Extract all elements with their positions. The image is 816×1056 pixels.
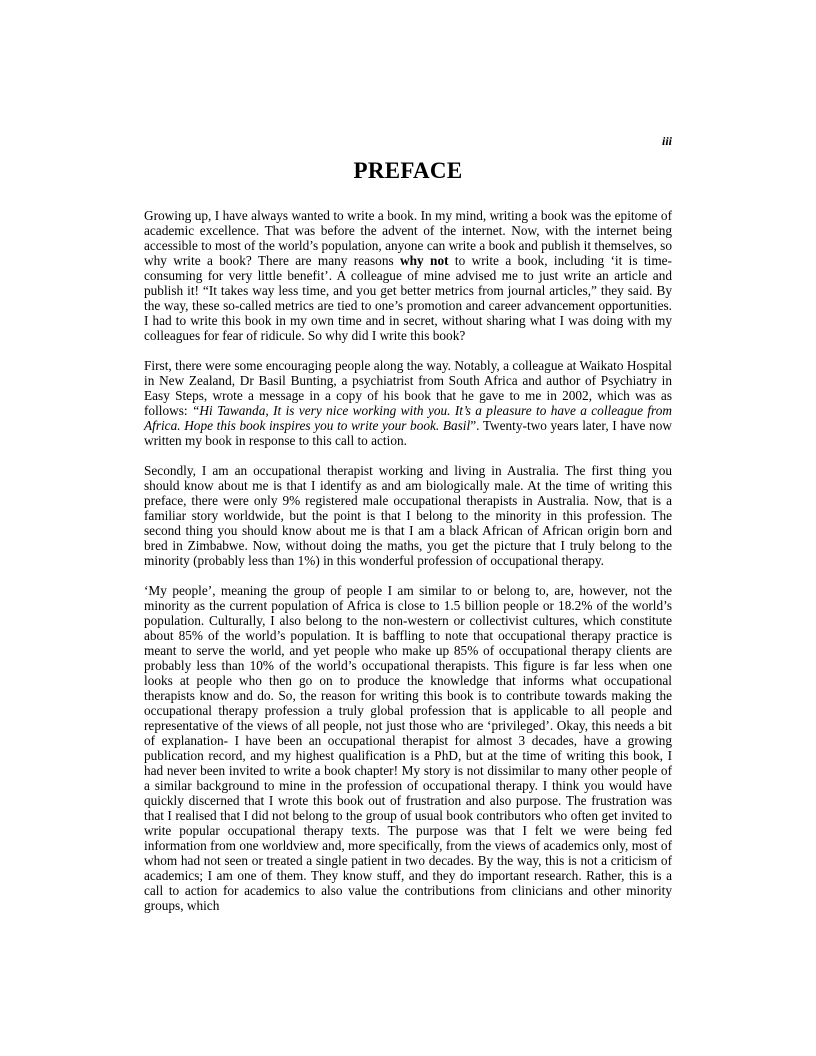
paragraph-1-text-b: to write a book, including ‘it is time-consuming for very little benefit’. A colleague of mine advised me to just write an article and publish it! “It takes way less time, and you get better metrics from journal articles,” they said. By the way, these so-called metrics are tied to one’s promotion and career advancement opportunities. I had to write this book in my own time and in secret, without sharing what I was doing with my colleagues for fear of ridicule. So why did I write this book? [144,253,672,343]
page-number: iii [661,134,672,148]
paragraph-1 [144,208,672,343]
paragraph-3 [144,463,672,568]
paragraph-2-text-a: First, there were some encouraging people along the way. Notably, a colleague at Waikato Hospital in New Zealand, Dr Basil Bunting, a psychiatrist from South Africa and author of Psychiatry in Easy Steps, wrote a message in a copy of his book that he gave to me in 2002, which was as follows: [144,358,672,418]
paragraph-3-text: Secondly, I am an occupational therapist working and living in Australia. The first thing you should know about me is that I identify as and am biologically male. At the time of writing this preface, there were only 9% registered male occupational therapists in Australia. Now, that is a familiar story worldwide, but the point is that I belong to the minority in this profession. The second thing you should know about me is that I am a black African of African origin born and bred in Zimbabwe. Now, without doing the maths, you get the picture that I truly belong to the minority (probably less than 1%) in this wonderful profession of occupational therapy. [144,463,672,568]
paragraph-2-text-b: ”. Twenty-two years later, I have now written my book in response to this call to action. [144,418,672,448]
paragraph-4 [144,583,672,913]
paragraph-2-quote: “Hi Tawanda, It is very nice working with you. It’s a pleasure to have a colleague from Africa. Hope this book inspires you to write your book. Basil [144,403,672,433]
paragraph-1-text-a: Growing up, I have always wanted to write a book. In my mind, writing a book was the epitome of academic excellence. That was before the advent of the internet. Now, with the internet being accessible to most of the world’s population, anyone can write a book and publish it themselves, so why write a book? There are many reasons [144,208,672,268]
preface-body [144,208,672,928]
paragraph-1-emphasis-why-not: why not [400,253,449,268]
page-title: PREFACE [353,158,463,183]
paragraph-4-text: ‘My people’, meaning the group of people I am similar to or belong to, are, however, not the minority as the current population of Africa is close to 1.5 billion people or 18.2% of the world’s population. Culturally, I also belong to the non-western or collectivist cultures, which constitute about 85% of the world’s population. It is baffling to note that occupational therapy practice is meant to serve the world, and yet people who make up 85% of occupational therapy clients are probably less than 10% of the world’s occupational therapists. This figure is far less when one looks at people who then go on to produce the knowledge that informs what occupational therapists know and do. So, the reason for writing this book is to contribute towards making the occupational therapy profession a truly global profession that is applicable to all people and representative of the views of all people, not just those who are ‘privileged’. Okay, this needs a bit of explanation- I have been an occupational therapist for almost 3 decades, have a growing publication record, and my highest qualification is a PhD, but at the time of writing this book, I had never been invited to write a book chapter! My story is not dissimilar to many other people of a similar background to mine in the profession of occupational therapy. I think you would have quickly discerned that I wrote this book out of frustration and also purpose. The frustration was that I realised that I did not belong to the group of usual book contributors who often get invited to write popular occupational therapy texts. The purpose was that I felt we were being fed information from one worldview and, more specifically, from the views of academics only, most of whom had not seen or treated a single patient in two decades. By the way, this is not a criticism of academics; I am one of them. They know stuff, and they do important research. Rather, this is a call to action for academics to also value the contributions from clinicians and other minority groups, which [144,583,672,913]
paragraph-2 [144,358,672,448]
